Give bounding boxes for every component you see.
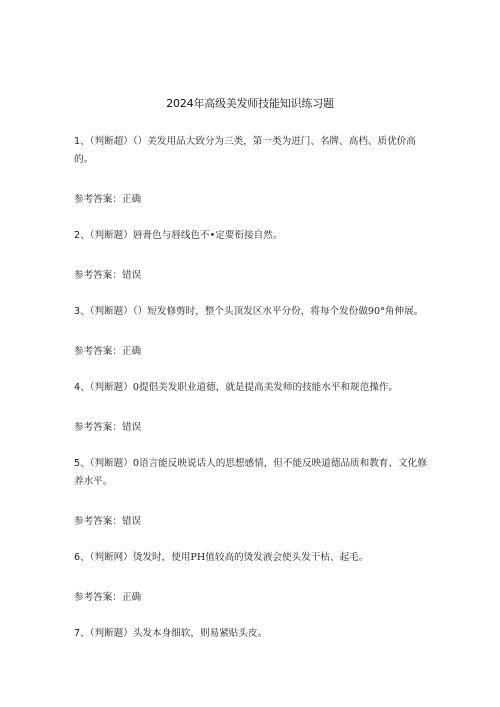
question-item [74, 625, 434, 643]
question-item [74, 133, 434, 209]
question-body: 、（判断超）（）美发用品大致分为三类，第一类为进门、名牌、高档、质优价高的。 [74, 136, 416, 165]
answer-text: 参考答案：正确 [74, 592, 142, 603]
question-text [74, 379, 434, 397]
question-number: 7 [74, 628, 81, 639]
question-number: 4 [74, 382, 81, 393]
question-item [74, 379, 434, 437]
question-body: 、（判断题）唇膏色与唇线色不•定要衔接自然。 [80, 230, 283, 241]
question-item [74, 303, 434, 361]
question-number: 3 [74, 306, 81, 317]
question-text [74, 227, 434, 245]
question-list [74, 133, 434, 643]
question-text [74, 133, 434, 169]
question-number: 6 [74, 552, 81, 563]
document-title: 2024年高级美发师技能知识练习题 [166, 97, 334, 110]
answer-text: 参考答案：正确 [74, 346, 142, 357]
question-number: 2 [74, 230, 81, 241]
question-text [74, 455, 434, 491]
question-text [74, 303, 434, 321]
question-body: 、（判断题）0提倡美发职业道德，就是提高美发师的技能水平和规范操作。 [80, 382, 399, 393]
question-item [74, 549, 434, 607]
question-text [74, 549, 434, 567]
answer-text: 参考答案：错误 [74, 270, 142, 281]
answer-text: 参考答案：正确 [74, 194, 142, 205]
question-item [74, 227, 434, 285]
answer-text: 参考答案：错误 [74, 516, 142, 527]
question-body: 、（判断题）头发本身细软，则易紧贴头皮。 [80, 628, 268, 639]
question-body: 、（判断题）（）短发修剪时，整个头顶发区水平分份，将每个发份做90°角伸展。 [80, 306, 424, 317]
question-body: 、（判断网）烫发时，使用PH值较高的烫发液会使头发干枯、起毛。 [80, 552, 369, 563]
question-number: 1 [74, 136, 81, 147]
question-text [74, 625, 434, 643]
question-item [74, 455, 434, 531]
question-number: 5 [74, 458, 81, 469]
question-body: 、（判断题）0语言能反映说话人的思想感情，但不能反映道德品质和教育、文化修养水平。 [74, 458, 427, 487]
answer-text: 参考答案：错误 [74, 422, 142, 433]
